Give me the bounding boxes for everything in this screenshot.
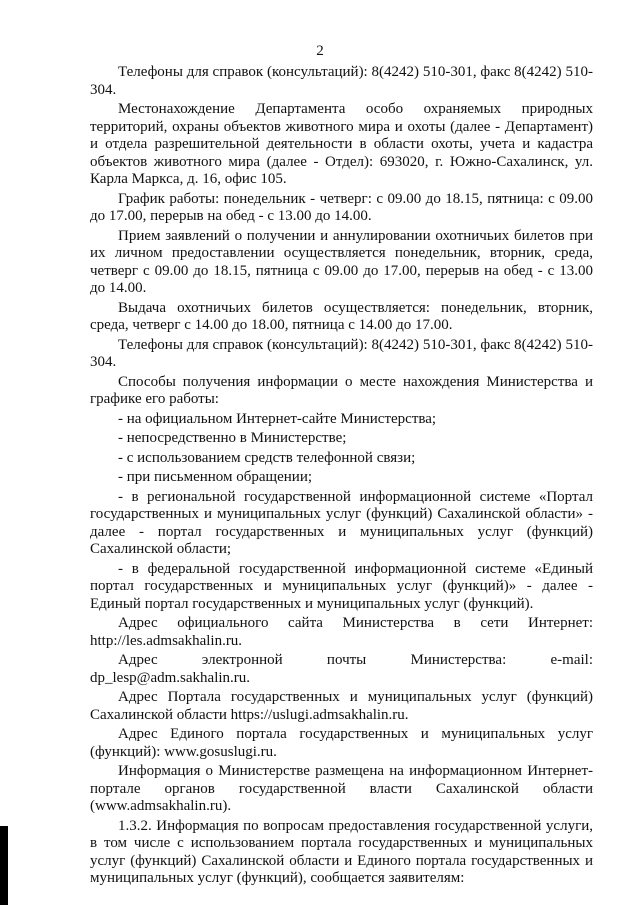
scan-edge-bar [0, 826, 8, 905]
list-item: - в региональной государственной информационной системе «Портал государственных и муниципальных услуг (функций) Сахалинской области» - далее - портал государственных и муниципальных услуг (функций) Сахалинской области; [90, 488, 593, 557]
paragraph-info-methods: Способы получения информации о месте нахождения Министерства и графике его работы: [90, 373, 593, 407]
paragraph-work-schedule: График работы: понедельник - четверг: с 09.00 до 18.15, пятница: с 09.00 до 17.00, перерыв на обед - с 13.00 до 14.00. [90, 190, 593, 224]
document-body [90, 64, 593, 888]
paragraph-application-reception: Прием заявлений о получении и аннулировании охотничьих билетов при их личном предоставлении осуществляется понедельник, вторник, среда, четверг с 09.00 до 18.15, пятница с 09.00 до 17.00, перерыв на обед - с 13.00 до 14.00. [90, 227, 593, 296]
list-item: - непосредственно в Министерстве; [118, 430, 347, 446]
paragraph-regional-portal: Адрес Портала государственных и муниципальных услуг (функций) Сахалинской области https://uslugi.admsakhalin.ru. [90, 689, 593, 723]
paragraph-phones-2: Телефоны для справок (консультаций): 8(4242) 510-301, факс 8(4242) 510-304. [90, 336, 593, 370]
list-item: - при письменном обращении; [118, 469, 313, 485]
paragraph-government-portal: Информация о Министерстве размещена на информационном Интернет-портале органов государственной власти Сахалинской области (www.admsakhalin.ru). [90, 763, 593, 814]
paragraph-ministry-website: Адрес официального сайта Министерства в сети Интернет: http://les.admsakhalin.ru. [90, 615, 593, 649]
paragraph-ministry-email: Адрес электронной почты Министерства: e-mail: dp_lesp@adm.sakhalin.ru. [90, 652, 593, 686]
list-item: - с использованием средств телефонной связи; [118, 449, 416, 466]
paragraph-ticket-issuance: Выдача охотничьих билетов осуществляется: понедельник, вторник, среда, четверг с 14.00 до 18.00, пятница с 14.00 до 17.00. [90, 299, 593, 333]
page-number: 2 [316, 43, 324, 59]
paragraph-phones-1: Телефоны для справок (консультаций): 8(4242) 510-301, факс 8(4242) 510-304. [90, 64, 593, 98]
paragraph-department-location: Местонахождение Департамента особо охраняемых природных территорий, охраны объектов животного мира и охоты (далее - Департамент) и отдела разрешительной деятельности в области охоты, учета и кадастра объектов животного мира (далее - Отдел): 693020, г. Южно-Сахалинск, ул. Карла Маркса, д. 16, офис 105. [90, 101, 593, 187]
paragraph-section-1-3-2: 1.3.2. Информация по вопросам предоставления государственной услуги, в том числе с использованием портала государственных и муниципальных услуг (функций) Сахалинской области и Единого портала государственных и муниципальных услуг (функций), сообщается заявителям: [90, 817, 593, 886]
paragraph-unified-portal: Адрес Единого портала государственных и муниципальных услуг (функций): www.gosuslugi.ru. [90, 726, 593, 760]
list-item: - на официальном Интернет-сайте Министерства; [118, 410, 437, 427]
list-item: - в федеральной государственной информационной системе «Единый портал государственных и муниципальных услуг (функций)» - далее - Единый портал государственных и муниципальных услуг (функций). [90, 560, 593, 612]
